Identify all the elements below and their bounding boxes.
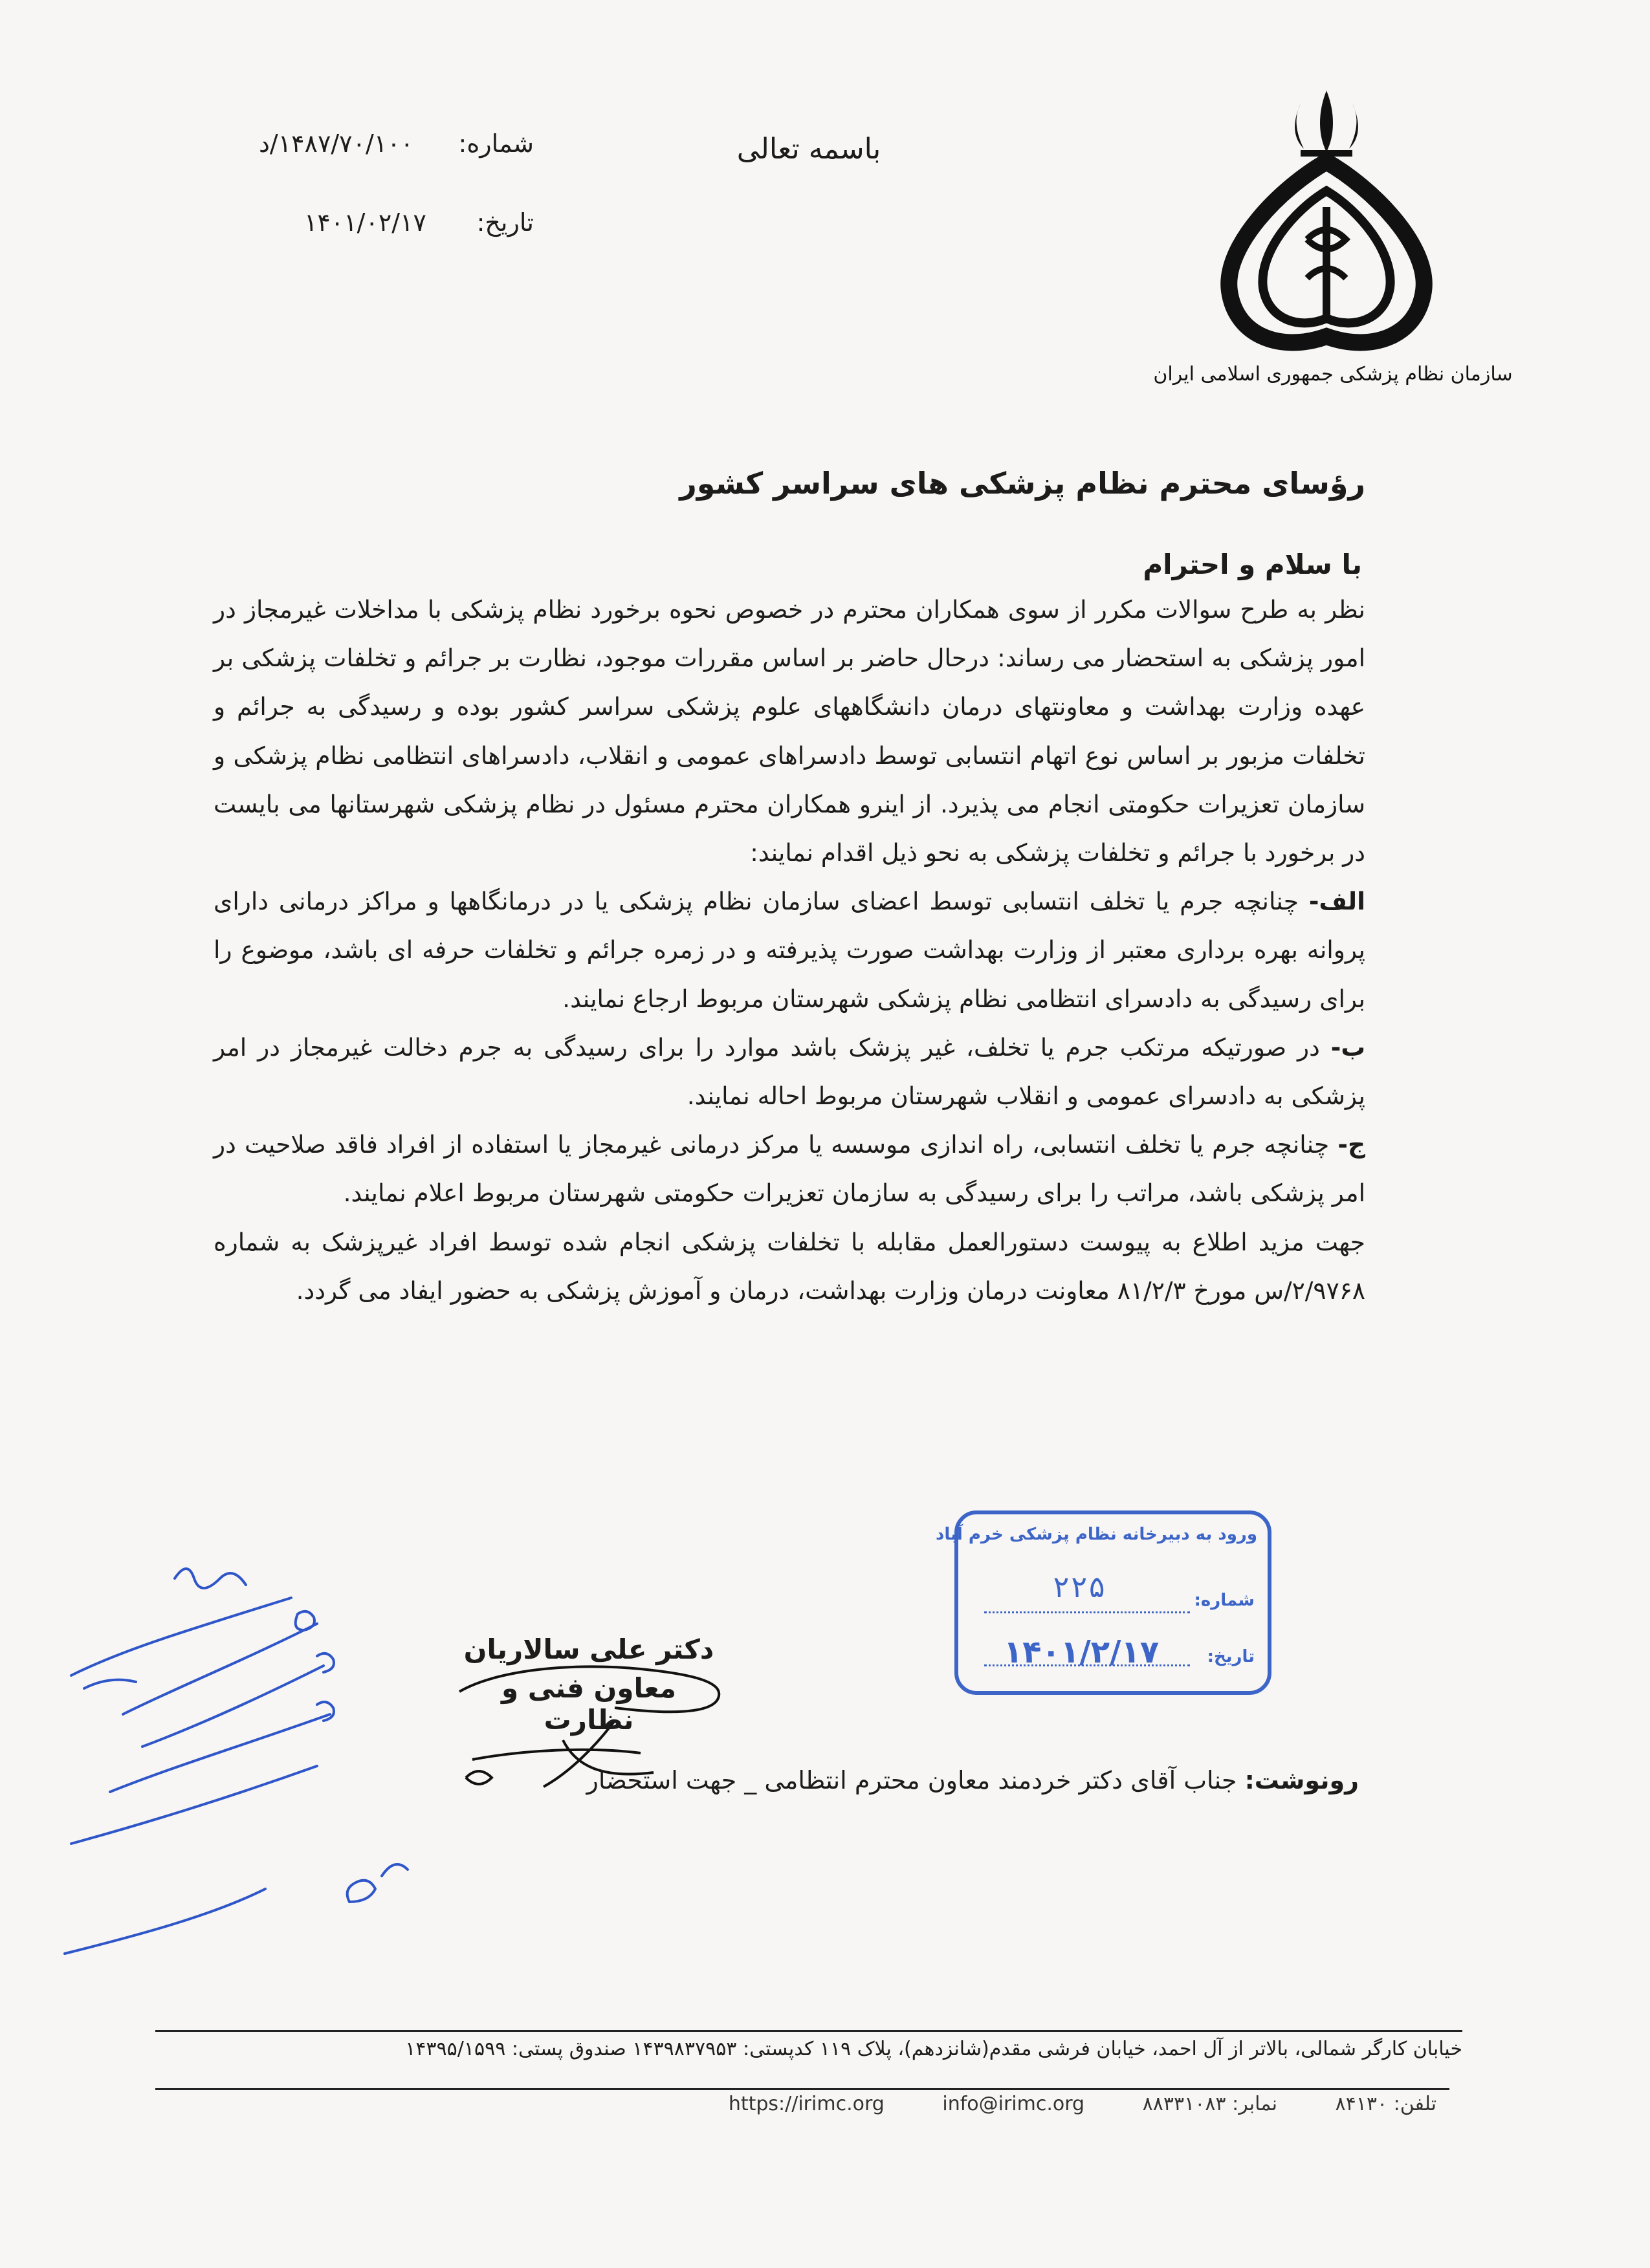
item-a	[214, 877, 1365, 1023]
item-a-text: چنانچه جرم یا تخلف انتسابی توسط اعضای سازمان نظام پزشکی یا در درمانگاهها و مراکز درمانی دارای پروانه بهره برداری معتبر از وزارت بهداشت صورت پذیرفته و در زمره جرائم و تخلفات حرفه ای باشد، موضوع را برای رسیدگی به دادسرای انتظامی نظام پزشکی شهرستان مربوط ارجاع نمایند.	[214, 887, 1365, 1013]
intro-paragraph: نظر به طرح سوالات مکرر از سوی همکاران محترم در خصوص نحوه برخورد نظام پزشکی با مداخلات غیرمجاز در امور پزشکی به استحضار می رساند: درحال حاضر بر اساس مقررات موجود، نظارت بر جرائم و تخلفات پزشکی بر عهده وزارت بهداشت و معاونتهای درمان دانشگاههای علوم پزشکی سراسر کشور بوده و رسیدگی به جرائم و تخلفات مزبور بر اساس نوع اتهام انتسابی توسط دادسراهای عمومی و انقلاب، دادسراهای انتظامی نظام پزشکی و سازمان تعزیرات حکومتی انجام می پذیرد. از اینرو همکاران محترم مسئول در نظام پزشکی شهرستانها می بایست در برخورد با جرائم و تخلفات پزشکی به نحو ذیل اقدام نمایند:	[214, 595, 1365, 867]
handwriting-stroke	[347, 1864, 408, 1902]
item-c-text: چنانچه جرم یا تخلف انتسابی، راه اندازی موسسه یا مرکز درمانی غیرمجاز یا استفاده از افراد فاقد صلاحیت در امر پزشکی باشد، مراتب را برای رسیدگی به سازمان تعزیرات حکومتی شهرستان مربوط اعلام نمایند.	[214, 1130, 1365, 1208]
handwriting-stroke	[123, 1611, 317, 1714]
handwriting-stroke	[71, 1598, 291, 1688]
basmala: باسمه تعالی	[736, 133, 881, 166]
recipient-line: رؤسای محترم نظام پزشکی های سراسر کشور	[679, 466, 1365, 501]
handwriting-stroke	[175, 1569, 246, 1588]
cc-text: جناب آقای دکتر خردمند معاون محترم انتظامی _ جهت استحضار	[586, 1766, 1245, 1794]
organization-logo	[1153, 78, 1513, 401]
item-b-marker: ب-	[1330, 1032, 1365, 1062]
item-b-text: در صورتیکه مرتکب جرم یا تخلف، غیر پزشک باشد موارد را برای رسیدگی به جرم دخالت غیرمجاز در امر پزشکی به دادسرای عمومی و انقلاب شهرستان مربوط احاله نمایند.	[214, 1032, 1365, 1111]
letter-number-label: شماره:	[458, 129, 534, 158]
handwriting-stroke	[71, 1766, 317, 1844]
stamp-title: ورود به دبیرخانه نظام پزشکی خرم آباد	[936, 1525, 1257, 1544]
item-c-marker: ج-	[1337, 1130, 1365, 1159]
stamp-number-line	[984, 1611, 1190, 1613]
footer-contact	[362, 2093, 1462, 2115]
footer-email[interactable]: info@irimc.org	[942, 2093, 1085, 2115]
stamp-number-label: شماره:	[1194, 1591, 1255, 1610]
footer-fax: نمابر: ۸۸۳۳۱۰۸۳	[1142, 2093, 1277, 2115]
handwriting-stroke	[142, 1653, 334, 1747]
footer-bottom-rule	[155, 2088, 1449, 2090]
letter-date-label: تاریخ:	[476, 208, 534, 237]
cc-label: رونوشت:	[1244, 1766, 1359, 1794]
organization-name: سازمان نظام پزشکی جمهوری اسلامی ایران	[1153, 363, 1513, 386]
footer-address: خیابان کارگر شمالی، بالاتر از آل احمد، خیابان فرشی مقدم(شانزدهم)، پلاک ۱۱۹ کدپستی: ۱۴۳۹۸۳۷۹۵۳ صندوق پستی: ۱۴۳۹۵/۱۵۹۹	[405, 2038, 1462, 2060]
item-b	[214, 1023, 1365, 1120]
closing-paragraph: جهت مزید اطلاع به پیوست دستورالعمل مقابله با تخلفات پزشکی انجام شده توسط افراد غیرپزشک به شماره ۲/۹۷۶۸/س مورخ ۸۱/۲/۳ معاونت درمان وزارت بهداشت، درمان و آموزش پزشکی به حضور ایفاد می گردد.	[214, 1227, 1365, 1305]
received-stamp	[936, 1510, 1271, 1695]
handwritten-note	[45, 1553, 434, 2005]
item-c	[214, 1120, 1365, 1217]
handwriting-stroke	[65, 1889, 265, 1954]
letter-body	[214, 585, 1365, 1315]
signer-name: دکتر علی سالاریان	[463, 1633, 714, 1665]
medical-council-emblem-icon	[1153, 78, 1513, 401]
stamp-date-label: تاریخ:	[1207, 1647, 1255, 1666]
stamp-date-value: ۱۴۰۱/۲/۱۷	[1004, 1634, 1160, 1670]
footer-top-rule	[155, 2030, 1462, 2032]
footer-website[interactable]: https://irimc.org	[728, 2093, 885, 2115]
letter-date-value: ۱۴۰۱/۰۲/۱۷	[304, 208, 426, 237]
footer-phone: تلفن: ۸۴۱۳۰	[1335, 2093, 1436, 2115]
signer-title: معاون فنی و نظارت	[501, 1672, 676, 1736]
letter-number-value: ۱۴۸۷/۷۰/۱۰۰/د	[259, 129, 414, 158]
stamp-number-value: ۲۲۵	[1052, 1569, 1106, 1604]
stamp-date-line	[984, 1664, 1190, 1666]
cc-line	[587, 1766, 1359, 1794]
item-a-marker: الف-	[1308, 887, 1365, 916]
salutation: با سلام و احترام	[1143, 549, 1362, 580]
